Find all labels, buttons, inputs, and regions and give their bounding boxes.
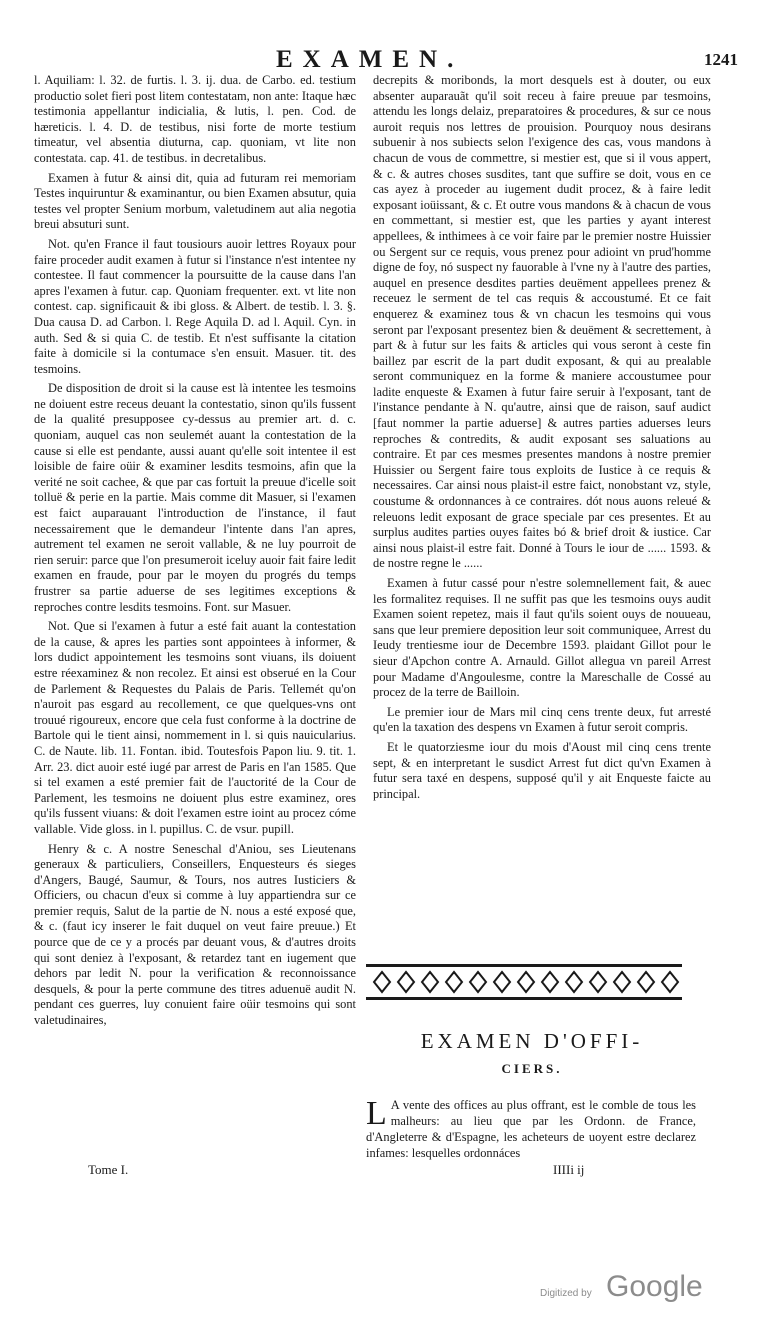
left-paragraph-disposition: De disposition de droit si la cause est là intentee les tesmoins ne doiuent estre receus deuant la contestatio, sinon qu'ils fussent de la qualité presupposee cy-dessus au premier art. d. c. quoniam, auquel cas non seulemét auant la contestation de la cause si elle est pendante, aussi auant qu'elle soit intentee il est loisible de faire oüir & examiner lesdits tesmoins, afin que la verité ne soit cachee, & que par cas fortuit la preuue d'icelle soit tolluë & perie en la partie. Mais comme dit Masuer, si l'examen est faict auparauant l'introduction de l'instance, il faut necessairement que le demandeur l'intente dans l'an apres, autrement tel examen ne seroit vallable, & ne luy pourroit de rien seruir: parce que l'on presumeroit iceluy auoir fait faire ledit examen en fraude, pour par le moyen du progrés du temps frustrer sa partie aduerse de ses legitimes exceptions & reproches contre lesdits tesmoins. Font. sur Masuer.: [34, 381, 356, 614]
section-body: [366, 1097, 696, 1161]
ornament-divider: [366, 962, 682, 1002]
left-paragraph-note-royaux: Not. qu'en France il faut tousiours auoir lettres Royaux pour faire proceder audit examen à futur si l'instance n'est intentee ny contestee. Il faut commencer la poursuitte de la cause dans l'an apres l'examen à futur. cap. Quoniam frequenter. ext. vt lite non contest. cap. significauit & ibi gloss. & Albert. de testib. l. 3. §. Dua causa D. ad Carbon. l. Rege Aquila D. ad l. Aquil. Cyn. in auth. Sed & si quia C. de testib. Et n'est suffisante la citation faite à domicile si la contumace s'en ensuit. Masuer. tit. des tesmoins.: [34, 236, 356, 376]
right-column: [373, 73, 711, 806]
left-column: [34, 73, 356, 1033]
page-number: 1241: [704, 50, 738, 69]
section-body-text: A vente des offices au plus offrant, est le comble de tous les malheurs: au lieu que par les Ordonn. de France, d'Angleterre & d'Espagne, les acheteurs de uoyent estre declarez infames: lesquelles ordonnáces: [366, 1098, 696, 1160]
volume-label: Tome I.: [88, 1162, 129, 1177]
running-head: EXAMEN.: [276, 46, 464, 73]
watermark-prefix: Digitized by: [540, 1288, 592, 1299]
left-paragraph-note-reexamen: Not. Que si l'examen à futur a esté fait auant la contestation de la cause, & apres les parties sont appointees à informer, & lors dudict appointement les tesmoins sont viuans, ils doiuent estre réexaminez & non recolez. Et ainsi est obserué en la Cour de Parlement & Requestes du Palais de Paris. Tellemét qu'on n'auroit pas esgard au recollement, ce que quelques-vns ont trouué rigoureux, encore que cela fust conforme à la doctrine de Bartole qui le tient ainsi, nommement in l. si quis nauicularius. C. de Naute. lib. 11. Fontan. ibid. Toutesfois Papon liu. 9. tit. 1. Arr. 23. dict auoir esté iugé par arrest de Paris en l'an 1585. Que si tel examen a esté premier fait de l'auctorité de la Cour de Parlement, les tesmoins ne doiuent plus estre examinez, ores qu'ils fussent viuans: & doit l'examen estre ioint au procez cóme vallable. Vide gloss. in l. pupillus. C. de vsur. pupill.: [34, 619, 356, 836]
left-paragraph-citations: l. Aquiliam: l. 32. de furtis. l. 3. ij. dua. de Carbo. ed. testium productio solet fieri post litem contestatam, non ante: Itaque hæc testimonia appellantur indicialia, & lutis, l. pen. Cod. de hæreticis. l. 4. D. de testibus, nisi forte de morte testium timeatur, vel absentia diuturna, cap. quoniam, vt lite non contestata. cap. 41. de testibus. in decretalibus.: [34, 73, 356, 165]
left-paragraph-definition: Examen à futur & ainsi dit, quia ad futuram rei memoriam Testes inquiruntur & examinantur, ou bien Examen absutur, quia testes vel propter Senium morbum, valetudinem aut alia negotia breui absuturi sunt.: [34, 170, 356, 232]
right-paragraph-lettres-suite: decrepits & moribonds, la mort desquels est à douter, ou eux absenter auparauãt qu'il soit receu à faire preuue par tesmoins, attendu les longs delaiz, preparatoires & procedures, & sur ce nous auroit requis nos lettres de prouision. Pourquoy nous desirans subuenir à nos subiects selon l'exigence des cas, vous mandons à chacun de vous de commettre, si mestier est, que si il vous appert, & c. & autres choses susdites, tant que suffire se doit, vous en ce cas ayez à proceder au iugement dudit procez, & à faire ledit exposant ioüissant, & c. Et outre vous mandons & à chacun de vous en commettant, si mestier est, que les parties y ayant interest appellees, & inthimees à ce voir faire par le premier nostre Huissier ou Sergent sur ce requis, vous prenez pour adioint vn prud'homme digne de foy, nó suspect ny fauorable à l'vne ny à l'autre des parties, auquel en presence desdites parties deuëment appellees prenez & receuez le serment de tel cas requis & accoustumé. Et ce fait enquerez & examinez tous & vn chacun les tesmoins qui vous seront par l'exposant presentez bien & deuëment & secrettement, à part & à futur sur les faits & articles qui vous seront à ceste fin baillez par escrit de la part dudit exposant, & qui au prealable seront communiquez en la forme & maniere accoustumee pour ladite enqueste & Examen à futur faire seruir à l'exposant, tant de l'instance pendante à N. qu'autre, ainsi que de raison, sauf audict [faut nommer la partie aduerse] & autres parties aduerses leurs reproches & contredits, & audit exposant ses saluations au contraire. Et par ces mesmes presentes mandons à nostre premier Huissier ou Sergent faire tous exploits de Iustice à ce requis & necessaires. Car ainsi nous plaist-il estre faict, nonobstant vz, style, coustume & ordonnances à ce contraires. dót nous auons releué & releuons ledit exposant de grace speciale par ces presentes. Et au surplus audites parties ouyes faites bó & brief droit & iustice. Car ainsi nous plaist-il estre fait. Donné à Tours le iour de ...... 1593. & de nostre regne le ......: [373, 73, 711, 571]
right-paragraph-examen-casse: Examen à futur cassé pour n'estre solemnellement fait, & auec les formalitez requises. Il ne suffit pas que les tesmoins ouys audit Examen soient repetez, mais il faut qu'ils soient ouys de nouueau, sans que leur premiere deposition leur soit communiquee, Arrest du Ieudy trentiesme iour de Decembre 1593. plaidant Gillot pour le sieur d'Apchon contre A. Arnauld. Gillot allegua vn pareil Arrest pour Madame d'Angoulesme, contre la Mareschalle de Cossé au procez de la terre de Bailloin.: [373, 576, 711, 700]
right-paragraph-taxation: Le premier iour de Mars mil cinq cens trente deux, fut arresté qu'en la taxation des despens vn Examen à futur seroit compris.: [373, 704, 711, 735]
signature-mark: IIIIi ij: [553, 1162, 585, 1177]
left-paragraph-lettres-henry: Henry & c. A nostre Seneschal d'Aniou, ses Lieutenans generaux & particuliers, Conseillers, Enquesteurs és sieges d'Angers, Baugé, Saumur, & Tours, nos autres Iusticiers & Officiers, ou chacun d'eux si comme à luy appartiendra sur ce premier requis, Salut de la partie de N. nous a esté exposé que, & c. (faut icy inserer le fait duquel on veut faire preuue.) Et pource que de ce y a procés par deuant vous, & d'autres droits qui sont deniez à l'exposant, & retardez tant en iugement que dehors par ledit N. pour la verification & reconnoissance desquels, & pour la perte commune des titres aduenuë audit N. pendant ces guerres, luy conuient faire oüir tesmoins qui sont valetudinaires,: [34, 841, 356, 1028]
right-paragraph-despens: Et le quatorziesme iour du mois d'Aoust mil cinq cens trente sept, & en interpretant le susdict Arrest fut dict qu'vn Examen à futur sera taxé en despens, supposé qu'il y ait Enqueste faicte au principal.: [373, 739, 711, 801]
section-title: EXAMEN D'OFFI-: [420, 1029, 644, 1053]
page-header: [0, 46, 769, 74]
section-subtitle: CIERS.: [501, 1061, 563, 1076]
drop-cap: L: [366, 1095, 387, 1132]
watermark-brand: Google: [606, 1270, 703, 1303]
